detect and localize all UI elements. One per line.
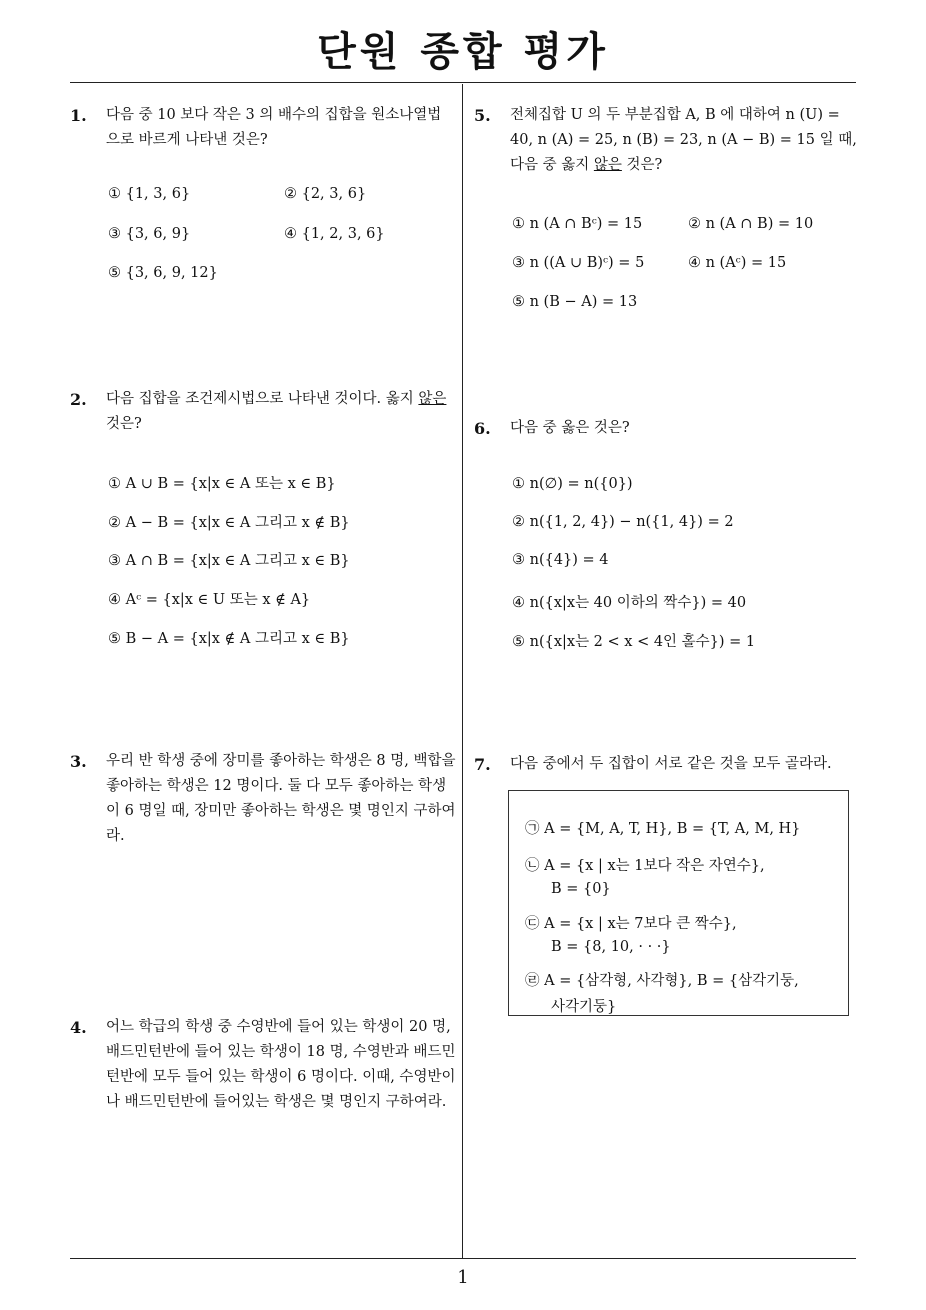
page-number: 1 — [457, 1267, 469, 1288]
option-3[interactable]: ③ A ∩ B = {x|x ∈ A 그리고 x ∈ B} — [108, 553, 350, 569]
box-item-d-cont: 사각기둥} — [551, 999, 617, 1015]
question-number: 6. — [474, 419, 491, 438]
underlined-word: 않은 — [418, 391, 447, 407]
page-title: 단원 종합 평가 — [317, 29, 609, 75]
option-4[interactable]: ④ n (Aᶜ) = 15 — [688, 255, 787, 271]
option-5[interactable]: ⑤ B − A = {x|x ∉ A 그리고 x ∈ B} — [108, 631, 350, 647]
question-text: 다음 집합을 조건제시법으로 나타낸 것이다. 옳지 — [106, 391, 419, 407]
option-4[interactable]: ④ {1, 2, 3, 6} — [284, 226, 385, 242]
question-number: 2. — [70, 390, 87, 409]
question-number: 3. — [70, 752, 87, 771]
question-number: 1. — [70, 106, 87, 125]
question-text-end: 것은? — [106, 416, 142, 432]
question-text: 우리 반 학생 중에 장미를 좋아하는 학생은 8 명, 백합을 좋아하는 학생은 12 명이다. 둘 다 모두 좋아하는 학생이 6 명일 때, 장미만 좋아하는 학생은 몇 명인지 구하여라. — [106, 753, 456, 844]
footer-rule — [70, 1258, 856, 1259]
underlined-word: 않은 — [593, 157, 622, 173]
option-2[interactable]: ② n({1, 2, 4}) − n({1, 4}) = 2 — [512, 514, 734, 530]
option-5[interactable]: ⑤ {3, 6, 9, 12} — [108, 265, 218, 281]
question-number: 5. — [474, 106, 491, 125]
option-5[interactable]: ⑤ n({x|x는 2 < x < 4인 홀수}) = 1 — [512, 634, 756, 650]
question-text: 다음 중 10 보다 작은 3 의 배수의 집합을 원소나열법으로 바르게 나타낸 것은? — [106, 107, 442, 148]
option-2[interactable]: ② n (A ∩ B) = 10 — [688, 216, 814, 232]
question-5 — [474, 103, 860, 178]
option-3[interactable]: ③ {3, 6, 9} — [108, 226, 191, 242]
box-item-b-cont: B = {0} — [551, 881, 611, 897]
option-5[interactable]: ⑤ n (B − A) = 13 — [512, 294, 638, 310]
question-1 — [70, 103, 455, 153]
question-number: 7. — [474, 755, 491, 774]
option-3[interactable]: ③ n({4}) = 4 — [512, 552, 609, 568]
header-rule — [70, 82, 856, 83]
question-3 — [70, 749, 458, 849]
question-text: 전체집합 U 의 두 부분집합 A, B 에 대하여 n (U) = 40, n (A) = 25, n (B) = 23, n (A − B) = 15 일 때, 다음 중 옳지 — [510, 107, 857, 173]
question-4 — [70, 1015, 458, 1115]
box-item-d: ㉣ A = {삼각형, 사각형}, B = {삼각기둥, — [525, 973, 799, 989]
option-4[interactable]: ④ n({x|x는 40 이하의 짝수}) = 40 — [512, 595, 747, 611]
box-item-b: ㉡ A = {x | x는 1보다 작은 자연수}, — [525, 858, 765, 874]
option-2[interactable]: ② {2, 3, 6} — [284, 186, 367, 202]
question-number: 4. — [70, 1018, 87, 1037]
question-6 — [474, 416, 860, 441]
option-3[interactable]: ③ n ((A ∪ B)ᶜ) = 5 — [512, 255, 645, 271]
question-2 — [70, 387, 455, 437]
option-1[interactable]: ① n (A ∩ Bᶜ) = 15 — [512, 216, 643, 232]
column-divider — [462, 84, 463, 1258]
option-1[interactable]: ① {1, 3, 6} — [108, 186, 191, 202]
answer-box — [508, 790, 849, 1016]
question-text-end: 것은? — [621, 157, 663, 173]
box-item-a: ㉠ A = {M, A, T, H}, B = {T, A, M, H} — [525, 821, 801, 837]
box-item-c: ㉢ A = {x | x는 7보다 큰 짝수}, — [525, 916, 737, 932]
option-2[interactable]: ② A − B = {x|x ∈ A 그리고 x ∉ B} — [108, 515, 350, 531]
option-4[interactable]: ④ Aᶜ = {x|x ∈ U 또는 x ∉ A} — [108, 592, 311, 608]
option-1[interactable]: ① A ∪ B = {x|x ∈ A 또는 x ∈ B} — [108, 476, 336, 492]
box-item-c-cont: B = {8, 10, · · ·} — [551, 939, 671, 955]
question-7 — [474, 752, 860, 777]
question-text: 어느 학급의 학생 중 수영반에 들어 있는 학생이 20 명, 배드민턴반에 들어 있는 학생이 18 명, 수영반과 배드민턴반에 모두 들어 있는 학생이 6 명이다. 이때, 수영반이나 배드민턴반에 들어있는 학생은 몇 명인지 구하여라. — [106, 1019, 456, 1110]
question-text: 다음 중 옳은 것은? — [510, 420, 630, 436]
option-1[interactable]: ① n(∅) = n({0}) — [512, 476, 633, 492]
question-text: 다음 중에서 두 집합이 서로 같은 것을 모두 골라라. — [510, 756, 832, 772]
